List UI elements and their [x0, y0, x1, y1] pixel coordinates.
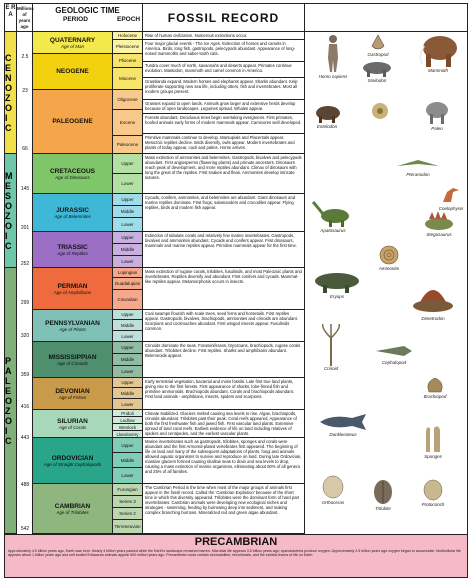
period-name: CAMBRIAN [54, 502, 91, 510]
epoch-cell: Series 2 [113, 508, 143, 520]
fossil-apatosaurus: Apatosaurus [309, 200, 357, 233]
fossil-entelodon: Entelodon [307, 104, 347, 129]
period-name: JURASSIC [56, 206, 89, 214]
mya-mark: 488 [20, 482, 30, 488]
epoch-cell: Upper [113, 154, 143, 174]
crinoid-stalk-icon [319, 324, 343, 366]
description-eocene: Forests abundant. Deciduous trees begin overtaking evergreens. First primates, hoofed animals early forms of modern mammals appear. Carnivores well developed. [143, 114, 305, 134]
epoch-cell: Llandovery [113, 431, 143, 438]
epoch-cell: Middle [113, 453, 143, 468]
epoch-cell: Series 3 [113, 496, 143, 508]
period-age: Age of Dinosaurs [55, 174, 90, 180]
paleo-icon [422, 98, 452, 126]
period-age: Age of Amphibians [53, 289, 92, 295]
description-pliocene: Tundra cover much of north, savannahs and deserts appear. Primates continue evolution. Mastodon, mammoth and camel common in America. [143, 62, 305, 78]
mya-header: Millions of years ago [17, 4, 33, 32]
period-name: PENNSYLVANIAN [45, 319, 100, 327]
orthoceras-icon [318, 474, 348, 500]
eryops-icon [311, 268, 363, 294]
period-age: Age of Belemnites [54, 213, 91, 219]
fossil-dimetrodon: Dimetrodon [405, 278, 461, 321]
mammoth-icon [416, 32, 460, 68]
description-holocene: Rise of human civilization. Numerous extinctions occur. [143, 32, 305, 40]
epoch-header: EPOCH [117, 16, 141, 23]
description-paleocene: Primitive mammals continue to develop. Marsupials and Placentals appear. Mesozoic reptiles decline. Birds diversify, owls appear. Modern invertebrates and plants of today appear, cacti and palms. Horse arrives. [143, 134, 305, 154]
epoch-cell: Lopingian [113, 268, 143, 278]
fossil-smilodon: Smilodon [355, 60, 399, 83]
fossil-crinoid-top [365, 100, 395, 122]
epoch-cell: Upper [113, 232, 143, 244]
description-devonian: Early terrestrial vegetation, bacterial and moss fossils. Late first true land plants, giving rise to the first forests. First appearance of sharks, lobe-finned fish and primitive ammonoids. Brachiopods abundant. Corals and brachiopods abundant. First land animals - amphibians, insects, spiders and scorpions. [143, 378, 305, 410]
dunkleosteus-icon [318, 412, 368, 432]
period-age: Age of Crinoids [57, 360, 88, 366]
fossil-record-title: FOSSIL RECORD [143, 4, 305, 32]
period-ordovician [33, 438, 113, 484]
epoch-cell: Lower [113, 331, 143, 342]
period-name: DEVONIAN [55, 387, 90, 395]
period-silurian [33, 410, 113, 438]
cephalopod-icon [374, 342, 414, 360]
epoch-cell: Middle [113, 388, 143, 399]
protoconch-icon [422, 478, 444, 502]
epoch-cell: Cisuralian [113, 290, 143, 310]
epoch-cell: Furongian [113, 484, 143, 496]
mya-mark: 443 [20, 435, 30, 441]
mya-mark: 416 [20, 404, 30, 410]
era-mesozoic: M E S O Z O I C [5, 154, 17, 268]
description-triassic: Extinction of tabulate corals and relatively few marine invertebrates. Gastropods, bivalves and ammonites abundant. Cycads and conifers appear. First dinosaurs, mammals and marine reptiles appear. Primitive mammals appear for the first time. [143, 232, 305, 268]
epoch-cell: Middle [113, 206, 143, 218]
era-paleozoic: P A L E O Z O I C [5, 268, 17, 534]
period-header: PERIOD [63, 16, 88, 23]
fossil-crinoid: Crinoid [313, 324, 349, 371]
period-age: Age of Fishes [58, 394, 87, 400]
period-jurassic [33, 194, 113, 232]
epoch-cell: Oligocene [113, 90, 143, 110]
epoch-cell: Lower [113, 218, 143, 232]
epoch-cell: Pliocene [113, 54, 143, 68]
epoch-cell: Middle [113, 354, 143, 366]
epoch-cell: Middle [113, 244, 143, 256]
period-name: CRETACEOUS [49, 167, 96, 175]
geologic-time-chart [4, 3, 468, 578]
period-age: Age of Corals [58, 424, 87, 430]
period-triassic [33, 232, 113, 268]
fossil-cephalopod: Cephalopod [369, 342, 419, 365]
period-age: Age of Reptiles [57, 250, 88, 256]
pteranodon-icon [395, 156, 441, 172]
period-paleogene [33, 90, 113, 154]
mya-mark: 145 [20, 186, 30, 192]
epoch-cell: Lower [113, 256, 143, 268]
ammonite-icon [378, 244, 400, 266]
epoch-cell: Upper [113, 342, 143, 354]
mya-mark: 542 [20, 526, 30, 532]
mya-mark: 23 [22, 88, 28, 94]
fossil-stegosaurus: Stegosaurus [415, 210, 463, 237]
period-name: PALEOGENE [52, 118, 93, 125]
fossil-illustrations [305, 32, 468, 534]
mya-mark: 252 [20, 261, 30, 267]
apatosaurus-icon [311, 200, 355, 228]
brachiopod-icon [425, 376, 445, 394]
period-name: PERMIAN [57, 282, 88, 290]
geologic-time-header [33, 4, 143, 32]
precambrian-title: PRECAMBRIAN [194, 536, 278, 548]
period-pennsylvanian [33, 310, 113, 342]
description-silurian: Climate stabilized. Glaciers melted causing sea levels to rise. Algae, brachiopods, crinoids abundant. Trilobites past their peak. Coral reefs appeared. Appearance of both the first freshwater fish and jawed fish. First vascular land plants. Extensive spread of land coral reefs. Earliest evidence of life on land including relatives of spiders and centipedes, and the earliest vascular plants. [143, 410, 305, 438]
epoch-cell: Holocene [113, 32, 143, 40]
geologic-time-title: GEOLOGIC TIME [55, 6, 120, 15]
era-cenozoic: C E N O Z O I C [5, 32, 17, 154]
epoch-cell: Wenlock [113, 424, 143, 431]
fossil-gastropod: Gastropod [363, 34, 393, 57]
period-name: NEOGENE [56, 68, 89, 75]
period-name: ORDOVICIAN [51, 454, 94, 462]
epoch-cell: Pleistocene [113, 40, 143, 54]
description-ordovician: Marine invertebrates such as gastropods, trilobites, sponges and corals were abundant and the first Armored-plated vertebrates first appeared. The beginning of life on land and many of the subsequent adaptations of plants, fungi and animals allowed aquatic organisms to survive and reproduce on land. During late Ordovician, massive glaciers formed causing shallow seas to drain and sea levels to drop, causing a mass extinction of marine organisms, eliminating about 60% of all genera and 25% of all families. [143, 438, 305, 484]
description-cambrian: The Cambrian Period is the time when most of the major groups of animals first appear in the fossil record. Called the 'Cambrian Explosion' because of the short time in which this diversity appeared. Trilobites were the dominant form of hard part invertebrates. Cambrian animals were developing new ecological niches and strategies - swimming, feeding by burrowing deep into sediment, and making complex branching burrows. Mineralized red and green algae abundant. [143, 484, 305, 534]
epoch-cell: Eocene [113, 110, 143, 136]
human-icon [323, 34, 343, 74]
mya-mark: 2.5 [21, 54, 29, 60]
mya-mark: 66 [22, 146, 28, 152]
fossil-coelophysis: Coelophysis [435, 182, 467, 211]
period-devonian [33, 378, 113, 410]
period-mississippian [33, 342, 113, 378]
epoch-cell: Middle [113, 320, 143, 331]
mya-mark: 359 [20, 372, 30, 378]
mya-mark: 320 [20, 333, 30, 339]
description-pleistocene: Four major glacial events - The Ice Ages. Extinction of horses and camels in America. Birds, long fish, gastropods, pelecypods abundant. Appearance of long-nosed mammoths and saber-tooth cats. [143, 40, 305, 62]
fossil-mammoth: Mammoth [413, 32, 463, 73]
period-neogene [33, 54, 113, 90]
description-miocene: Grasslands expand. Modern horses and elephants appear. Sharks abundant. Kelp proliferate supporting new sea life, including otters, fish and invertebrates. Most all modern groups present. [143, 78, 305, 100]
description-mississippian: Crinoids dominate the seas. Foraminiferans, bryozoans, brachiopods, rugose corals abundant. Trilobites decline. First reptiles. Sharks and amphibians abundant. Belemnoids appear. [143, 342, 305, 378]
epoch-cell: Paleocene [113, 136, 143, 154]
epoch-cell: Upper [113, 378, 143, 388]
period-name: SILURIAN [57, 417, 88, 425]
sponge-icon [420, 424, 446, 454]
period-name: TRIASSIC [57, 243, 88, 251]
epoch-cell: Guadalupian [113, 278, 143, 290]
description-permian: Mass extinction of rugose corals, trilobites, fusulinids, and most Paleozoic plants and invertebrates. Reptiles diversify and abundant. First conifers and cycads. Mammal-like reptiles appear. Metamorphosis occurs in insects. [143, 268, 305, 310]
precambrian-text: Approximately 4.5 billion years ago, Earth was born. Nearly 4 billion years passed while the Earth's landscape remained barren. Microbial life appears 3.5 billion years ago; cyanobacteria produce oxygen. Approximately 2.5 billion years ago oxygen began to accumulate. Multicellular life appears about 1 billion years ago and soft bodied Ediacaran animals appear 600 million years ago. Precambrian rocks contain stromatolites, microfossils, and the earliest traces of life on Earth. [8, 549, 461, 558]
period-age: Age of Trilobites [56, 509, 89, 515]
period-name: QUATERNARY [49, 36, 96, 44]
fossil-dunkleosteus: Dunkleosteus [315, 412, 371, 437]
period-age: Age of Straight Cephalopods [43, 461, 102, 467]
fossil-eryops: Eryops [309, 268, 365, 299]
period-age: Age of Man [60, 43, 84, 49]
description-oligocene: Grasses expand to open lands. Animals grow larger and extensive herds develop because of open landscapes. Legumes spread. Whales appear. [143, 100, 305, 114]
epoch-cell: Pridoli [113, 410, 143, 417]
period-permian [33, 268, 113, 310]
epoch-cell: Ludlow [113, 417, 143, 424]
mya-mark: 201 [20, 225, 30, 231]
gastropod-icon [370, 34, 386, 52]
fossil-brachiopod: Brachiopod [415, 376, 455, 399]
fossil-homo-sapiens: Homo sapiens [313, 34, 353, 79]
period-name: MISSISSIPPIAN [48, 353, 97, 361]
epoch-cell: Lower [113, 468, 143, 484]
era-header: E R A [5, 4, 17, 32]
period-cambrian [33, 484, 113, 534]
period-cretaceous [33, 154, 113, 194]
epoch-cell: Lower [113, 399, 143, 410]
mya-mark: 299 [20, 300, 30, 306]
fossil-ammonite: Ammonite [371, 244, 407, 271]
fossil-paleo: Paleo [417, 98, 457, 131]
epoch-cell: Upper [113, 194, 143, 206]
fossil-orthoceras: Orthoceras [313, 474, 353, 505]
coelophysis-icon [439, 182, 463, 206]
epoch-cell: Upper [113, 310, 143, 320]
description-pennsylvanian: Coal swamps flourish with scale trees, seed ferns and horsetails. First reptiles appear. Gastropods, bivalves, brachiopods, ammonites and crinoids are abundant. Scorpions and cockroaches abundant. First winged insects appear. Fusulinids common. [143, 310, 305, 342]
epoch-cell: Terreneuvian [113, 520, 143, 534]
fossil-sponges: Sponges [413, 424, 453, 459]
period-quaternary [33, 32, 113, 54]
description-cretaceous: Mass extinction of ammonites and belemnites. Gastropods, bivalves and pelecypods abundant. First angiosperms (flowering plants) and primate ancestors. Dinosaurs reach peak of development, and more reptiles abundant. Climax of dinosaurs with long the great of the reptiles. First snakes and fleas. Ammonites develop intricate sutures. [143, 154, 305, 194]
period-age: Age of Plants [59, 326, 86, 332]
smilodon-icon [359, 60, 395, 78]
description-jurassic: Cycads, conifers, ammonites, and belemnites are abundant. Giant dinosaurs and marine reptiles dominate. First frogs, salamanders and crocodiles appear. Flying reptiles, birds and modern fish appear. [143, 194, 305, 232]
fossil-protoconch: Protoconch [413, 478, 453, 507]
epoch-cell: Lower [113, 174, 143, 194]
epoch-cell: Lower [113, 366, 143, 378]
fossil-trilobite: Trilobite [363, 478, 403, 511]
epoch-cell: Miocene [113, 68, 143, 90]
precambrian-section [5, 534, 467, 578]
entelodon-icon [312, 104, 342, 124]
trilobite-icon [372, 478, 394, 506]
chart-header [5, 4, 467, 32]
stegosaurus-icon [419, 210, 459, 232]
dimetrodon-icon [409, 278, 457, 316]
epoch-cell: Upper [113, 438, 143, 453]
fossil-pteranodon: Pteranodon [393, 156, 443, 177]
crinoid-icon [369, 100, 391, 122]
mya-column [17, 32, 33, 534]
